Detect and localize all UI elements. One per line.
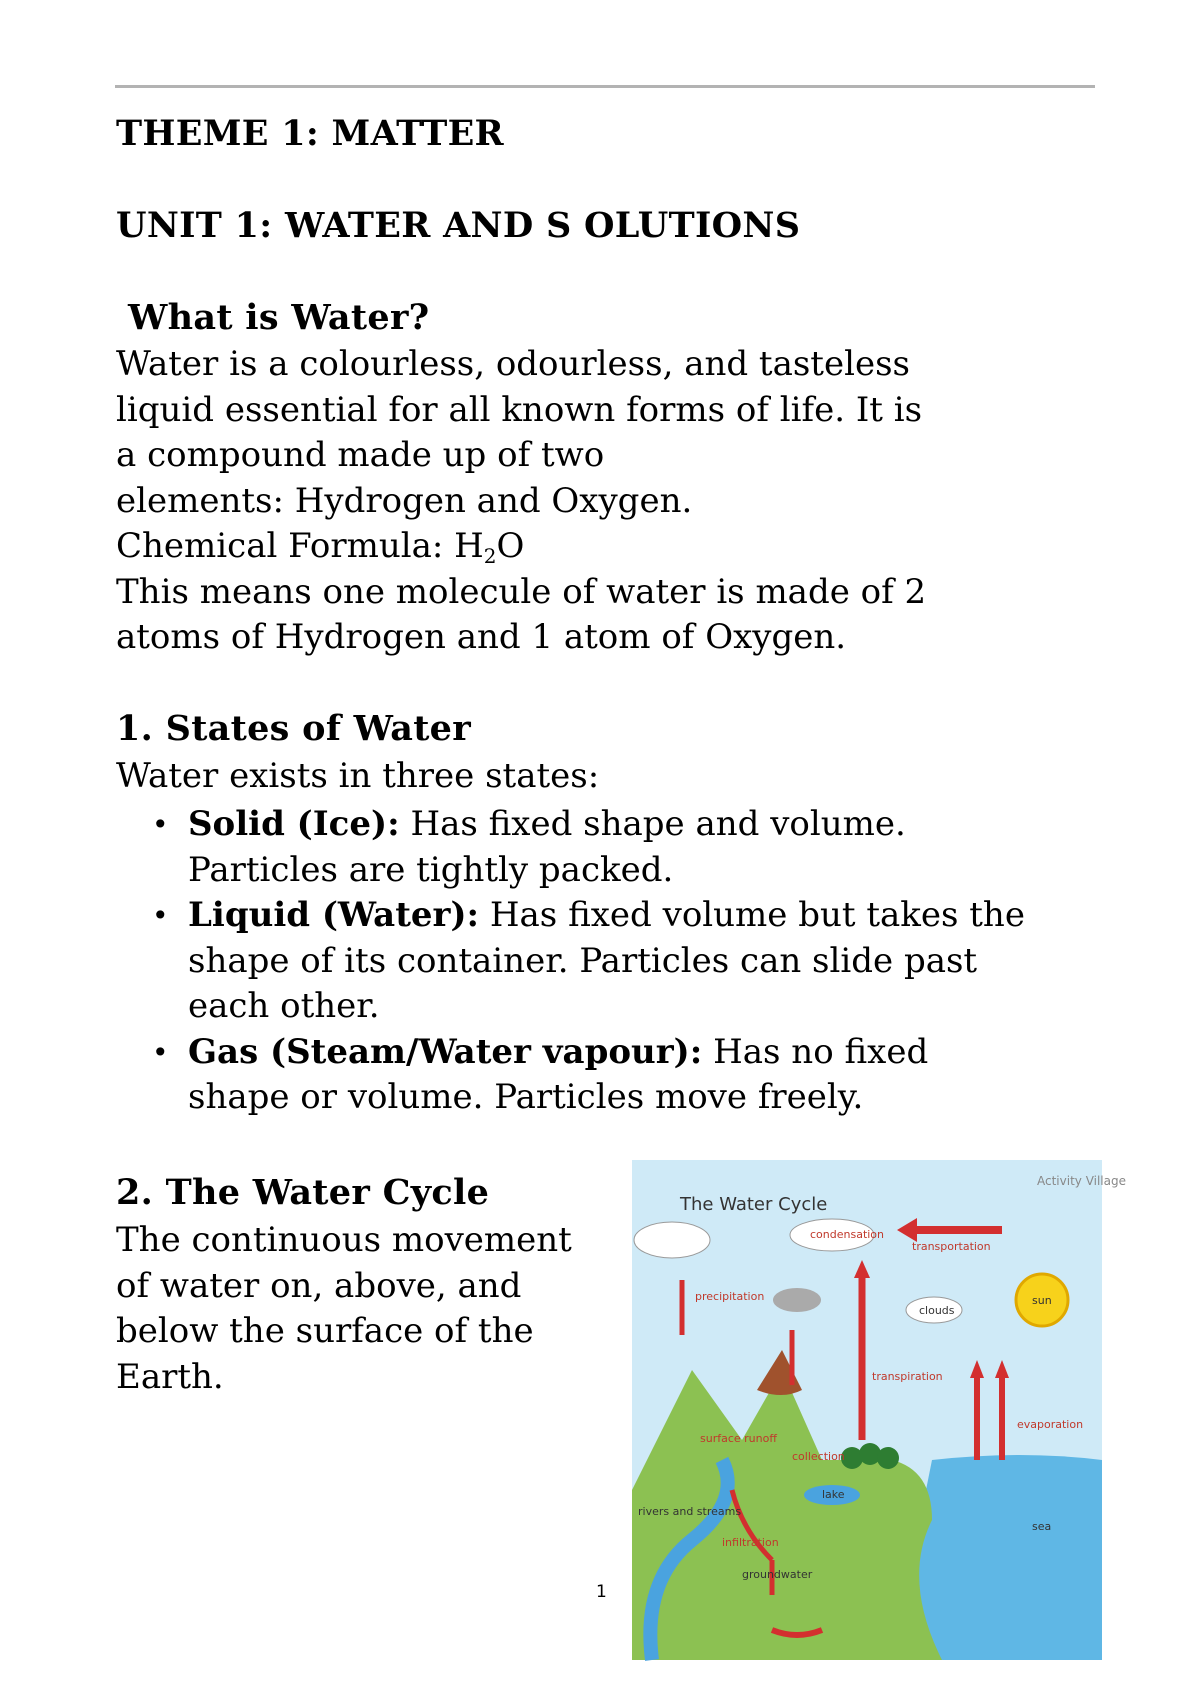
state-term: Liquid (Water): <box>188 895 480 935</box>
body-line: a compound made up of two <box>116 435 605 475</box>
label-lake: lake <box>822 1488 845 1501</box>
formula-prefix: Chemical Formula: H <box>116 526 484 566</box>
label-condensation: condensation <box>810 1228 885 1241</box>
state-term: Gas (Steam/Water vapour): <box>188 1031 703 1072</box>
label-sun: sun <box>1032 1294 1052 1307</box>
states-list <box>116 802 1025 1121</box>
bullet-icon: • <box>152 808 169 841</box>
bullet-icon: • <box>152 899 169 932</box>
formula-subscript: 2 <box>483 544 497 568</box>
rain-cloud-icon <box>773 1288 821 1312</box>
label-evaporation: evaporation <box>1017 1418 1084 1431</box>
what-is-water-heading: What is Water? <box>128 297 430 338</box>
label-transpiration: transpiration <box>872 1370 943 1383</box>
body-line: liquid essential for all known forms of life. It is <box>116 389 923 430</box>
state-desc: Has fixed volume but takes the <box>479 895 1025 935</box>
unit-title: UNIT 1: WATER AND S OLUTIONS <box>116 205 801 246</box>
body-line: below the surface of the <box>116 1311 534 1351</box>
chemical-formula <box>116 524 926 570</box>
label-infiltration: infiltration <box>722 1536 779 1549</box>
label-transportation: transportation <box>912 1240 991 1253</box>
list-item <box>116 893 1025 1030</box>
list-item <box>116 802 1025 893</box>
water-cycle-heading: 2. The Water Cycle <box>116 1172 490 1213</box>
states-heading: 1. States of Water <box>116 708 471 749</box>
body-line: The continuous movement <box>116 1220 572 1260</box>
state-desc: each other. <box>188 986 380 1026</box>
top-rule <box>115 85 1095 88</box>
body-line: Earth. <box>116 1356 224 1397</box>
bullet-icon: • <box>152 1035 169 1069</box>
page-number: 1 <box>596 1582 607 1602</box>
label-collection: collection <box>792 1450 845 1463</box>
body-line: Water is a colourless, odourless, and tasteless <box>116 344 910 384</box>
state-desc: Has no fixed <box>702 1031 929 1072</box>
list-item <box>116 1030 1025 1121</box>
state-desc: shape of its container. Particles can slide past <box>188 940 978 981</box>
formula-suffix: O <box>496 526 525 566</box>
body-line: of water on, above, and <box>116 1265 522 1306</box>
water-cycle-body <box>116 1218 572 1400</box>
label-clouds: clouds <box>919 1304 955 1317</box>
state-term: Solid (Ice): <box>188 804 400 844</box>
state-desc: Particles are tightly packed. <box>188 849 674 890</box>
what-is-water-body <box>116 342 926 661</box>
diagram-brand: Activity Village <box>1037 1174 1126 1188</box>
label-rivers: rivers and streams <box>638 1505 742 1518</box>
label-precipitation: precipitation <box>695 1290 765 1303</box>
body-line: atoms of Hydrogen and 1 atom of Oxygen. <box>116 617 847 657</box>
theme-title: THEME 1: MATTER <box>116 113 504 154</box>
cloud-icon <box>634 1222 710 1258</box>
body-line: elements: Hydrogen and Oxygen. <box>116 480 693 521</box>
state-desc: Has fixed shape and volume. <box>399 804 906 844</box>
tree-icon <box>877 1447 899 1469</box>
body-line: This means one molecule of water is made of 2 <box>116 571 927 612</box>
water-cycle-diagram <box>632 1160 1126 1660</box>
diagram-title: The Water Cycle <box>680 1194 828 1215</box>
label-groundwater: groundwater <box>742 1568 813 1581</box>
state-desc: shape or volume. Particles move freely. <box>188 1077 864 1117</box>
label-surface-runoff: surface runoff <box>700 1432 777 1445</box>
label-sea: sea <box>1032 1520 1052 1533</box>
states-intro: Water exists in three states: <box>116 756 600 796</box>
